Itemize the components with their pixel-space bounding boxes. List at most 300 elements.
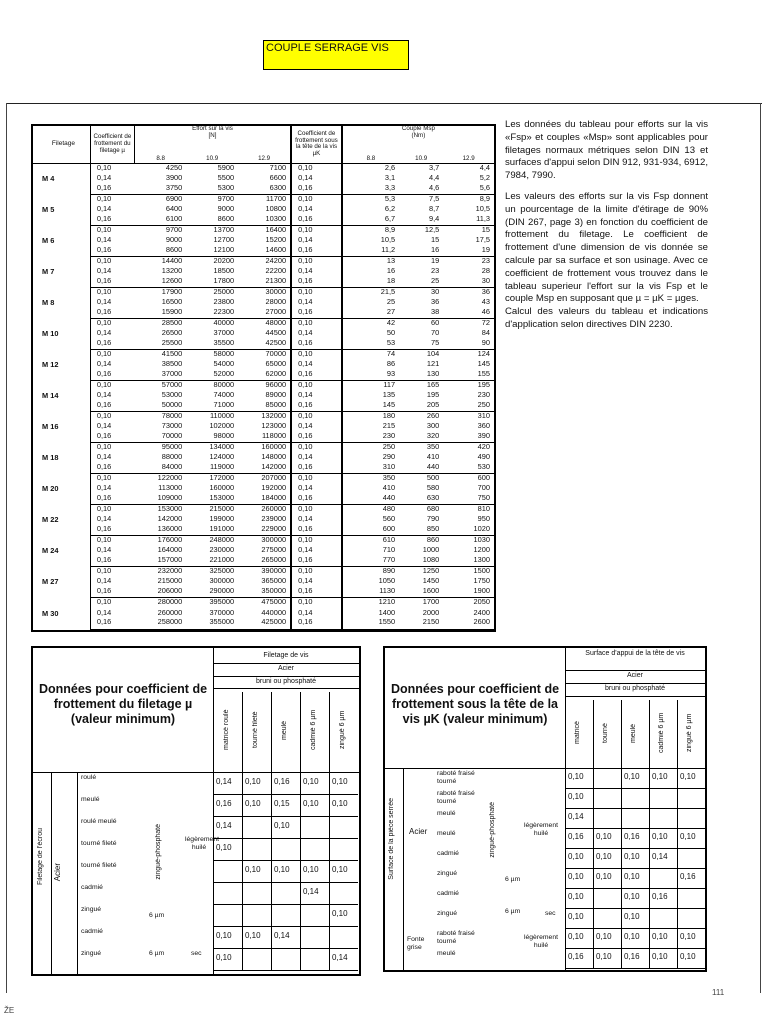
torque-10.9: 790 xyxy=(426,514,440,524)
head-friction-coef: 0,16 xyxy=(291,432,342,443)
effort-12.9: 30000 xyxy=(238,287,291,298)
table-row xyxy=(33,587,494,598)
friction-coef: 0,10 xyxy=(96,349,112,359)
torque-8.8: 117 xyxy=(383,380,396,390)
cell-value: 0,14 xyxy=(652,852,668,861)
effort-10.9: 5300 xyxy=(186,184,238,195)
effort-12.9: 89000 xyxy=(238,391,291,401)
torque-12.9: 43 xyxy=(481,297,490,307)
hdr-filetage: Filetage xyxy=(33,126,90,163)
effort-10.9: 153000 xyxy=(186,494,238,505)
head-friction-coef: 0,16 xyxy=(291,463,342,474)
torque-10.9: 25 xyxy=(399,277,443,288)
cell-value: 0,10 xyxy=(568,792,584,801)
effort-8.8: 164000 xyxy=(157,545,183,555)
torque-10.9: 15 xyxy=(431,234,440,244)
cell-value: 0,10 xyxy=(568,912,584,921)
effort-12.9: 10300 xyxy=(238,215,291,226)
torque-8.8: 290 xyxy=(382,452,396,462)
explanation-p3: Calcul des valeurs du tableau et indications d'application selon directives DIN 2230. xyxy=(505,306,708,330)
head-friction-coef: 0,10 xyxy=(291,256,342,267)
torque-8.8: 1050 xyxy=(378,576,396,586)
torque-8.8: 6,7 xyxy=(342,215,399,226)
friction-coef: 0,16 xyxy=(90,587,134,598)
torque-10.9: 70 xyxy=(431,328,440,338)
effort-12.9: 390000 xyxy=(238,567,291,578)
divider xyxy=(565,670,705,671)
explanation-p1: Les données du tableau pour efforts sur la vis «Fsp» et couples «Msp» sont applicables pour filetages normaux métriques selon DIN 13 et surfaces d'appui selon DIN 912, 931-934, 6912, 7984, 7990. xyxy=(505,119,708,182)
effort-8.8: 142000 xyxy=(157,514,183,524)
torque-10.9: 320 xyxy=(399,432,443,443)
torque-8.8: 13 xyxy=(386,255,396,265)
effort-8.8: 6400 xyxy=(165,203,183,213)
divider xyxy=(565,888,705,889)
torque-8.8: 480 xyxy=(382,504,396,514)
cell-value: 0,10 xyxy=(596,932,612,941)
torque-12.9: 5,2 xyxy=(479,172,490,182)
torque-10.9: 30 xyxy=(431,286,440,296)
row-label: meulé xyxy=(437,950,456,957)
torque-8.8: 250 xyxy=(382,442,396,452)
table-row xyxy=(33,618,494,629)
row-label: zingué xyxy=(437,910,458,917)
torque-12.9: 23 xyxy=(481,255,490,265)
cell-value: 0,16 xyxy=(568,952,584,961)
torque-10.9: 440 xyxy=(399,463,443,474)
thread-size: M 20 xyxy=(33,474,90,505)
cell-value: 0,10 xyxy=(274,821,290,830)
effort-8.8: 28500 xyxy=(161,318,183,328)
effort-12.9: 123000 xyxy=(238,422,291,432)
effort-10.9: 102000 xyxy=(209,421,235,431)
effort-8.8: 6900 xyxy=(165,193,183,203)
torque-12.9: 155 xyxy=(443,370,494,381)
head-friction-coef: 0,16 xyxy=(291,277,342,288)
head-friction-coef: 0,16 xyxy=(291,215,342,226)
head-friction-coef: 0,14 xyxy=(291,205,342,215)
effort-12.9: 132000 xyxy=(238,412,291,423)
effort-8.8: 153000 xyxy=(157,504,183,514)
cell-value: 0,10 xyxy=(624,912,640,921)
effort-12.9: 229000 xyxy=(238,525,291,536)
torque-12.9: 11,3 xyxy=(443,215,494,226)
effort-10.9: 5900 xyxy=(217,162,235,172)
cell-value: 0,10 xyxy=(680,932,696,941)
effort-8.8: 157000 xyxy=(134,556,186,567)
cell-value: 0,10 xyxy=(568,932,584,941)
torque-12.9: 1030 xyxy=(473,535,490,545)
effort-8.8: 15900 xyxy=(134,308,186,319)
cell-value: 0,10 xyxy=(680,772,696,781)
torque-10.9: 205 xyxy=(399,401,443,412)
right-table-title: Données pour coefficient de frottement sous la tête de la vis µK (valeur minimum) xyxy=(390,682,560,726)
right-acier-label: Acier xyxy=(409,827,428,836)
torque-8.8: 230 xyxy=(342,432,399,443)
effort-8.8: 280000 xyxy=(157,597,183,607)
torque-8.8: 890 xyxy=(382,566,396,576)
column-header: tourné fileté xyxy=(251,711,259,749)
effort-8.8: 109000 xyxy=(134,494,186,505)
torque-8.8: 135 xyxy=(382,390,396,400)
torque-10.9: 2150 xyxy=(399,618,443,629)
torque-12.9: 2050 xyxy=(473,597,490,607)
right-zingue-label: zingué-phosphaté xyxy=(489,802,496,858)
torque-10.9: 300 xyxy=(426,421,440,431)
effort-10.9: 160000 xyxy=(209,483,235,493)
cell-value: 0,10 xyxy=(303,777,319,786)
thread-size: M 14 xyxy=(33,381,90,412)
effort-12.9: 275000 xyxy=(238,546,291,556)
divider xyxy=(51,772,52,974)
effort-12.9: 118000 xyxy=(238,432,291,443)
effort-12.9: 207000 xyxy=(238,474,291,485)
effort-12.9: 21300 xyxy=(238,277,291,288)
cell-value: 0,14 xyxy=(568,812,584,821)
torque-12.9: 19 xyxy=(443,246,494,257)
torque-10.9: 680 xyxy=(426,504,440,514)
column-header: cadmié 6 µm xyxy=(658,712,665,754)
effort-10.9: 199000 xyxy=(209,514,235,524)
torque-8.8: 53 xyxy=(342,339,399,350)
torque-10.9: 3,7 xyxy=(428,162,440,172)
friction-coef: 0,16 xyxy=(90,525,134,536)
right-6um-a: 6 µm xyxy=(505,876,521,883)
effort-8.8: 84000 xyxy=(134,463,186,474)
effort-12.9: 184000 xyxy=(238,494,291,505)
row-label: meulé xyxy=(437,830,456,837)
effort-8.8: 41500 xyxy=(161,349,183,359)
torque-12.9: 600 xyxy=(477,473,490,483)
friction-coef: 0,16 xyxy=(90,432,134,443)
hdr-coef: Coefficient de frottement du filetage µ xyxy=(90,126,134,163)
table-row xyxy=(33,308,494,319)
cell-value: 0,15 xyxy=(274,799,290,808)
effort-8.8: 232000 xyxy=(157,566,183,576)
table-row xyxy=(33,370,494,381)
head-friction-coef: 0,10 xyxy=(291,474,342,485)
head-friction-coef: 0,14 xyxy=(291,422,342,432)
head-friction-coef: 0,14 xyxy=(291,298,342,308)
friction-coef: 0,10 xyxy=(96,162,112,172)
friction-coef: 0,10 xyxy=(96,318,112,328)
effort-12.9: 7100 xyxy=(238,163,291,174)
effort-10.9: 325000 xyxy=(209,566,235,576)
effort-8.8: 16500 xyxy=(161,297,183,307)
effort-10.9: 58000 xyxy=(213,349,235,359)
torque-8.8: 10,5 xyxy=(380,234,396,244)
head-friction-coef: 0,16 xyxy=(291,525,342,536)
torque-8.8: 21,5 xyxy=(380,286,396,296)
effort-12.9: 265000 xyxy=(238,556,291,567)
torque-10.9: 260 xyxy=(426,411,440,421)
row-label: raboté fraisé tourné xyxy=(437,770,475,785)
effort-12.9: 96000 xyxy=(238,381,291,392)
effort-10.9: 40000 xyxy=(213,318,235,328)
cell-value: 0,10 xyxy=(680,952,696,961)
column-header: meulé xyxy=(630,723,637,743)
cell-value: 0,10 xyxy=(332,909,348,918)
torque-10.9: 121 xyxy=(426,359,440,369)
torque-8.8: 18 xyxy=(342,277,399,288)
cell-value: 0,10 xyxy=(652,932,668,941)
effort-12.9: 365000 xyxy=(238,577,291,587)
right-huile-label-2: légèrement huilé xyxy=(523,934,558,949)
friction-coef: 0,16 xyxy=(90,308,134,319)
torque-12.9: 36 xyxy=(481,286,490,296)
effort-12.9: 42500 xyxy=(238,339,291,350)
friction-coef: 0,14 xyxy=(96,452,112,462)
torque-8.8: 5,3 xyxy=(384,193,396,203)
torque-12.9: 17,5 xyxy=(475,234,490,244)
effort-10.9: 22300 xyxy=(186,308,238,319)
row-label: zingué xyxy=(81,906,102,913)
explanation-text xyxy=(505,119,708,340)
head-friction-coef: 0,14 xyxy=(291,453,342,463)
torque-12.9: 145 xyxy=(477,359,490,369)
divider xyxy=(213,948,358,949)
table-row xyxy=(33,401,494,412)
effort-8.8: 136000 xyxy=(134,525,186,536)
head-friction-coef: 0,10 xyxy=(291,194,342,205)
torque-10.9: 165 xyxy=(426,380,440,390)
table-row xyxy=(33,598,494,609)
cell-value: 0,10 xyxy=(332,777,348,786)
effort-10.9: 98000 xyxy=(186,432,238,443)
effort-10.9: 18500 xyxy=(213,265,235,275)
left-6um-a: 6 µm xyxy=(149,912,165,919)
torque-8.8: 8,9 xyxy=(384,224,396,234)
divider xyxy=(213,816,358,817)
friction-coef: 0,10 xyxy=(96,255,112,265)
torque-10.9: 36 xyxy=(431,297,440,307)
table-row xyxy=(33,494,494,505)
effort-12.9: 70000 xyxy=(238,350,291,361)
head-friction-coef: 0,14 xyxy=(291,484,342,494)
torque-8.8: 600 xyxy=(342,525,399,536)
head-friction-coef: 0,16 xyxy=(291,587,342,598)
cell-value: 0,10 xyxy=(274,865,290,874)
head-friction-coef: 0,16 xyxy=(291,246,342,257)
effort-10.9: 54000 xyxy=(213,359,235,369)
effort-10.9: 17800 xyxy=(186,277,238,288)
effort-8.8: 70000 xyxy=(134,432,186,443)
torque-10.9: 130 xyxy=(399,370,443,381)
torque-10.9: 2000 xyxy=(422,607,440,617)
friction-coef: 0,14 xyxy=(96,607,112,617)
effort-8.8: 176000 xyxy=(157,535,183,545)
friction-coef: 0,14 xyxy=(96,172,112,182)
effort-8.8: 88000 xyxy=(161,452,183,462)
torque-8.8: 1550 xyxy=(342,618,399,629)
effort-8.8: 38500 xyxy=(161,359,183,369)
torque-8.8: 610 xyxy=(382,535,396,545)
torque-10.9: 7,5 xyxy=(428,193,440,203)
torque-12.9: 1020 xyxy=(443,525,494,536)
effort-10.9: 290000 xyxy=(186,587,238,598)
cell-value: 0,14 xyxy=(216,821,232,830)
hdr-class-8.8: 8.8 xyxy=(134,156,186,163)
torque-table-body xyxy=(33,163,494,629)
thread-size: M 30 xyxy=(33,598,90,630)
torque-12.9: 950 xyxy=(477,514,490,524)
friction-coef: 0,14 xyxy=(96,328,112,338)
left-hdr-filetage: Filetage de vis xyxy=(263,652,309,659)
head-friction-coef: 0,16 xyxy=(291,370,342,381)
effort-12.9: 28000 xyxy=(238,298,291,308)
cell-value: 0,10 xyxy=(216,931,232,940)
head-friction-coef: 0,10 xyxy=(291,412,342,423)
effort-12.9: 148000 xyxy=(238,453,291,463)
head-friction-coef: 0,10 xyxy=(291,443,342,454)
torque-10.9: 4,6 xyxy=(399,184,443,195)
torque-10.9: 4,4 xyxy=(428,172,440,182)
torque-10.9: 19 xyxy=(431,255,440,265)
friction-coef: 0,14 xyxy=(96,483,112,493)
table-row xyxy=(33,184,494,195)
effort-8.8: 53000 xyxy=(161,390,183,400)
friction-coef: 0,14 xyxy=(96,421,112,431)
effort-8.8: 3750 xyxy=(134,184,186,195)
table-row xyxy=(33,525,494,536)
torque-8.8: 215 xyxy=(382,421,396,431)
right-huile-label: légèrement huilé xyxy=(523,822,558,837)
effort-12.9: 260000 xyxy=(238,505,291,516)
table-row xyxy=(33,215,494,226)
friction-coef: 0,16 xyxy=(90,370,134,381)
friction-coef: 0,16 xyxy=(90,556,134,567)
effort-8.8: 57000 xyxy=(161,380,183,390)
table-row xyxy=(33,339,494,350)
torque-10.9: 9,4 xyxy=(399,215,443,226)
cell-value: 0,10 xyxy=(652,952,668,961)
torque-10.9: 1080 xyxy=(399,556,443,567)
cell-value: 0,10 xyxy=(245,799,261,808)
head-friction-coef: 0,16 xyxy=(291,401,342,412)
divider xyxy=(385,768,705,769)
thread-size: M 27 xyxy=(33,567,90,598)
head-friction-coef: 0,16 xyxy=(291,339,342,350)
cell-value: 0,14 xyxy=(332,953,348,962)
thread-size: M 18 xyxy=(33,443,90,474)
divider xyxy=(213,882,358,883)
hdr-class-10.9: 10.9 xyxy=(186,156,238,163)
torque-table xyxy=(31,124,496,632)
torque-8.8: 310 xyxy=(342,463,399,474)
divider xyxy=(565,808,705,809)
friction-coef: 0,14 xyxy=(96,390,112,400)
thread-size: M 16 xyxy=(33,412,90,443)
right-hdr-surface: Surface d'appui de la tête de vis xyxy=(585,650,685,657)
effort-12.9: 44500 xyxy=(238,329,291,339)
row-label: tourné fileté xyxy=(81,840,117,847)
head-friction-coef: 0,16 xyxy=(291,494,342,505)
friction-coef: 0,10 xyxy=(96,380,112,390)
effort-12.9: 48000 xyxy=(238,319,291,330)
effort-10.9: 230000 xyxy=(209,545,235,555)
effort-10.9: 395000 xyxy=(209,597,235,607)
torque-8.8: 74 xyxy=(386,349,396,359)
effort-12.9: 6600 xyxy=(238,174,291,184)
table-row xyxy=(33,246,494,257)
row-label: zingué xyxy=(81,950,102,957)
right-sec: sec xyxy=(545,910,556,917)
torque-12.9: 360 xyxy=(477,421,490,431)
divider xyxy=(213,838,358,839)
cell-value: 0,16 xyxy=(568,832,584,841)
torque-12.9: 530 xyxy=(443,463,494,474)
divider xyxy=(213,926,358,927)
divider xyxy=(565,848,705,849)
effort-8.8: 4250 xyxy=(165,162,183,172)
torque-8.8: 1130 xyxy=(342,587,399,598)
thread-size: M 7 xyxy=(33,256,90,287)
torque-12.9: 390 xyxy=(443,432,494,443)
divider xyxy=(565,868,705,869)
effort-8.8: 25500 xyxy=(134,339,186,350)
cell-value: 0,10 xyxy=(624,892,640,901)
torque-10.9: 850 xyxy=(399,525,443,536)
divider xyxy=(403,768,404,970)
divider xyxy=(271,692,272,970)
torque-10.9: 12,5 xyxy=(424,224,440,234)
effort-10.9: 23800 xyxy=(213,297,235,307)
torque-12.9: 72 xyxy=(481,318,490,328)
cell-value: 0,10 xyxy=(596,852,612,861)
divider xyxy=(565,788,705,789)
cell-value: 0,14 xyxy=(216,777,232,786)
torque-10.9: 1250 xyxy=(422,566,440,576)
cell-value: 0,10 xyxy=(568,772,584,781)
effort-10.9: 355000 xyxy=(186,618,238,629)
effort-10.9: 110000 xyxy=(209,411,235,421)
torque-12.9: 1750 xyxy=(473,576,490,586)
head-friction-coef: 0,16 xyxy=(291,618,342,629)
divider xyxy=(213,860,358,861)
torque-12.9: 8,9 xyxy=(479,193,490,203)
cell-value: 0,10 xyxy=(652,832,668,841)
torque-8.8: 145 xyxy=(342,401,399,412)
effort-8.8: 26500 xyxy=(161,328,183,338)
head-friction-coef: 0,10 xyxy=(291,567,342,578)
effort-12.9: 27000 xyxy=(238,308,291,319)
torque-10.9: 1450 xyxy=(422,576,440,586)
cell-value: 0,16 xyxy=(624,832,640,841)
torque-10.9: 500 xyxy=(426,473,440,483)
torque-12.9: 1500 xyxy=(473,566,490,576)
torque-10.9: 1600 xyxy=(399,587,443,598)
thread-size: M 8 xyxy=(33,287,90,318)
effort-8.8: 9700 xyxy=(165,224,183,234)
friction-coef: 0,10 xyxy=(96,224,112,234)
torque-8.8: 86 xyxy=(386,359,396,369)
effort-10.9: 35500 xyxy=(186,339,238,350)
effort-10.9: 191000 xyxy=(186,525,238,536)
cell-value: 0,10 xyxy=(568,852,584,861)
torque-8.8: 180 xyxy=(382,411,396,421)
title-banner: COUPLE SERRAGE VIS xyxy=(263,40,409,70)
cell-value: 0,10 xyxy=(596,952,612,961)
friction-coef: 0,10 xyxy=(96,566,112,576)
effort-10.9: 119000 xyxy=(186,463,238,474)
cell-value: 0,10 xyxy=(303,865,319,874)
head-friction-coef: 0,10 xyxy=(291,287,342,298)
thread-size: M 22 xyxy=(33,505,90,536)
cell-value: 0,10 xyxy=(245,865,261,874)
torque-10.9: 60 xyxy=(431,318,440,328)
head-friction-coef: 0,16 xyxy=(291,184,342,195)
left-sec: sec xyxy=(191,950,202,957)
cell-value: 0,16 xyxy=(680,872,696,881)
